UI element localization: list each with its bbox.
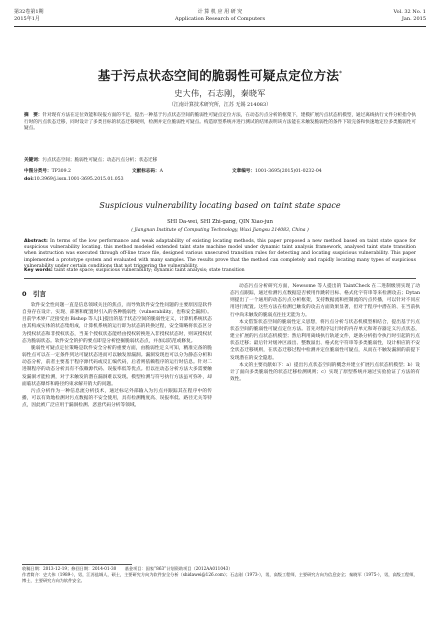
clc-code: 中图分类号：TP309.2 xyxy=(24,169,71,174)
body-paragraph: 本文借鉴状态空间的脆弱性定义思想，将污点分析与状态机模型相结合，提出基于污点状态空间的脆弱性可疑点定位方法。首先对程序运行时的内存单元和寄存器定义污点状态，建立扩展的污点状态机模型；然后利用离线执行轨迹文件，逐条分析指令执行时引起的污点状态迁移；最后针对缓冲区溢出、整数溢出、格式化字符串等多类脆弱性，设计相应的不安全状态迁移规则，在状态迁移过程中检测并定位脆弱性可疑点，从而在不触发漏洞的前提下发现潜在的安全隐患。 xyxy=(230,319,420,361)
english-authors: SHI Da-wei, SHI Zhi-gang, QIN Xiao-jun xyxy=(167,219,273,225)
header-journal-cn: 计 算 机 应 用 研 究 xyxy=(197,9,243,15)
body-paragraph: 脆弱性可疑点定位策略是软件安全分析的重要方面，由脆弱性定义可知，精准完备的脆弱性点可以在一定条件到达可疑状态进而可以触发原漏洞。漏洞发现也可以分为静态分析和动态分析，前者主要基于程序源代码或反汇编代码，后者则依赖程序的运行时信息。针对二进制程序的动态分析具有不依赖源代码、误报率低等优点。但以往动态分析方法大多需要触发漏洞才能检测，对于未触发的潜在漏洞难以发现。模型检测与符号执行方法虽可弥补，却面临状态爆炸和路径约束求解开销大的问题。 xyxy=(22,345,212,387)
footnote-author-bio: 作者简介：史大伟（1989-），男，江苏盐城人，硕士，主要研究方向为软件安全分析（shidawei@126.com）；石志刚（1973-），男，高级工程师，主要研究方向为信息安全；秦晓军（1975-），男，高级工程师，博士，主要研究方向为软件安全。 xyxy=(22,572,418,584)
keywords-cn-text: 污点状态空间；脆弱性可疑点；动态污点分析；状态迁移 xyxy=(42,158,158,163)
footnote-received: 收稿日期：2013-12-19；修回日期：2014-01-30 基金项目：国家“863”计划资助项目（2012AA011043） xyxy=(22,566,233,571)
body-paragraph: 污点分析作为一种信息流分析技术，通过标记外部输入为污点并跟踪其在程序中的传播，可以有效地检测对污点数据的不安全使用，具有检测精度高、误报率低、路径无关等特点，因此被广泛应用于漏洞检测、恶意代码分析等领域。 xyxy=(22,388,212,409)
doi: doi:10.3969/j.issn.1001-3695.2015.01.053 xyxy=(24,177,124,182)
section-heading-intro: 0 引言 xyxy=(22,290,47,298)
title-footnote-mark: * xyxy=(339,69,343,77)
abstract-en-label: Abstract: xyxy=(24,239,48,244)
body-paragraph: 动态污点分析研究方面，Newsome 等人提出的 TaintCheck 在二进制级别实现了动态污点跟踪，通过检测污点数据是否被用作跳转目标、格式化字符串等来检测攻击；Dytan 则提出了一个通用的动态污点分析框架，支持数据流和控制流的污点传播，可以针对不同应用进行配置。这些方法在检测已触发的攻击方面效果显著，但对于程序中潜在的、在当前执行中尚未触发的脆弱点往往无能为力。 xyxy=(230,284,420,318)
abstract-cn-label: 摘 要： xyxy=(24,113,43,118)
keywords-en-label: Key words: xyxy=(24,268,53,273)
abstract-cn xyxy=(24,113,416,133)
paper-affiliation: （江南计算技术研究所，江苏 无锡 214083） xyxy=(168,102,272,108)
doi-row xyxy=(24,177,416,184)
footnote-divider xyxy=(22,564,132,565)
journal-header xyxy=(14,9,426,27)
english-affiliation: ( Jiangnan Institute of Computing Technology, Wuxi Jiangsu 214083, China ) xyxy=(131,228,309,233)
english-title: Suspicious vulnerability locating based on taint state space xyxy=(99,201,341,210)
header-volume-en xyxy=(393,9,426,22)
classification-row xyxy=(24,168,416,175)
header-journal-en: Application Research of Computers xyxy=(174,15,266,22)
paper-authors: 史大伟，石志刚，秦晓军 xyxy=(174,89,266,98)
abstract-en-text: In terms of the low performance and weak adaptability of existing locating methods, this paper proposed a new method based on taint state space for suspicious vulnerability locating. this method modeled extended taint state machine model under dynamic taint analysis framework, analysed taint state transition when instruction was executed through off-line trace file, designed various unsecured transition rules for detecting and locating suspicious vulnerability. This paper implemented a prototype system and evaluated with many samples. The results prove that the method can completely and rapidly locating many types of suspicious vulnerability under certain conditions that not triggering the vulnerability. xyxy=(24,239,416,269)
keywords-cn-label: 关键词： xyxy=(24,158,43,163)
header-date: 2015年1月 xyxy=(14,15,40,22)
body-paragraph: 软件安全性问题一直是信息领域关注的焦点，而导致软件安全性问题的主要原因是软件自身存在设计、实现、部署和配置时引入的各种脆弱性（vulnerability，也称安全漏洞）。目前学术界广泛接受由 Bishop 等人[1]提出的基于状态空间的脆弱性定义，计算机系统状态由其构成实体的状态集组成，计算机系统的运行即为状态的转换过程，安全策略将状态区分为授权状态和非授权状态，当某个授权状态能经由授权转换进入非授权状态时，则该授权状态为脆弱状态。软件安全的护的要点即是分析挖掘脆弱状态点，并加以防范或修复。 xyxy=(22,303,212,344)
header-vol-no: Vol. 32 No. 1 xyxy=(393,9,426,15)
keywords-en xyxy=(24,268,416,275)
body-column-left xyxy=(22,283,212,409)
header-journal-name xyxy=(14,9,426,22)
paper-title-text: 基于污点状态空间的脆弱性可疑点定位方法 xyxy=(97,68,340,83)
paper-title xyxy=(0,66,440,84)
keywords-cn xyxy=(24,158,416,165)
article-number: 文章编号：1001-3695(2015)01-0232-04 xyxy=(232,169,322,174)
keywords-en-text: taint state space; suspicious vulnerability; dynamic taint analysis; state transition xyxy=(52,268,245,273)
abstract-divider xyxy=(24,278,416,279)
document-code: 文献标志码：A xyxy=(132,169,163,174)
body-paragraph: 本文的主要贡献如下：a）提出污点状态空间的概念并建立扩展污点状态机模型；b）设计了面向多类脆弱性的状态迁移检测规则；c）实现了原型系统并通过实验验证了方法的有效性。 xyxy=(230,362,420,383)
footnotes xyxy=(22,566,418,585)
header-volume: 第32卷第1期 xyxy=(14,9,44,15)
abstract-cn-text: 针对现有方法在定位效能和误报方面的不足，提出一种基于污点状态空间的脆弱性可疑点定位方法，在动态污点分析的框架下，建模扩展污点状态机模型，通过离线执行文件分析指令执行时的污点状态迁移，同时设计了多类目标的状态迁移规则，检测并定位脆弱性可疑点。构造原型系统并进行测试的结果表明该方法能在未触发脆弱性的条件下较完备和快速地定位多类脆弱性可疑点。 xyxy=(24,113,416,132)
body-column-right xyxy=(230,283,420,383)
header-month-year: Jan. 2015 xyxy=(401,15,426,22)
abstract-en xyxy=(24,239,416,270)
